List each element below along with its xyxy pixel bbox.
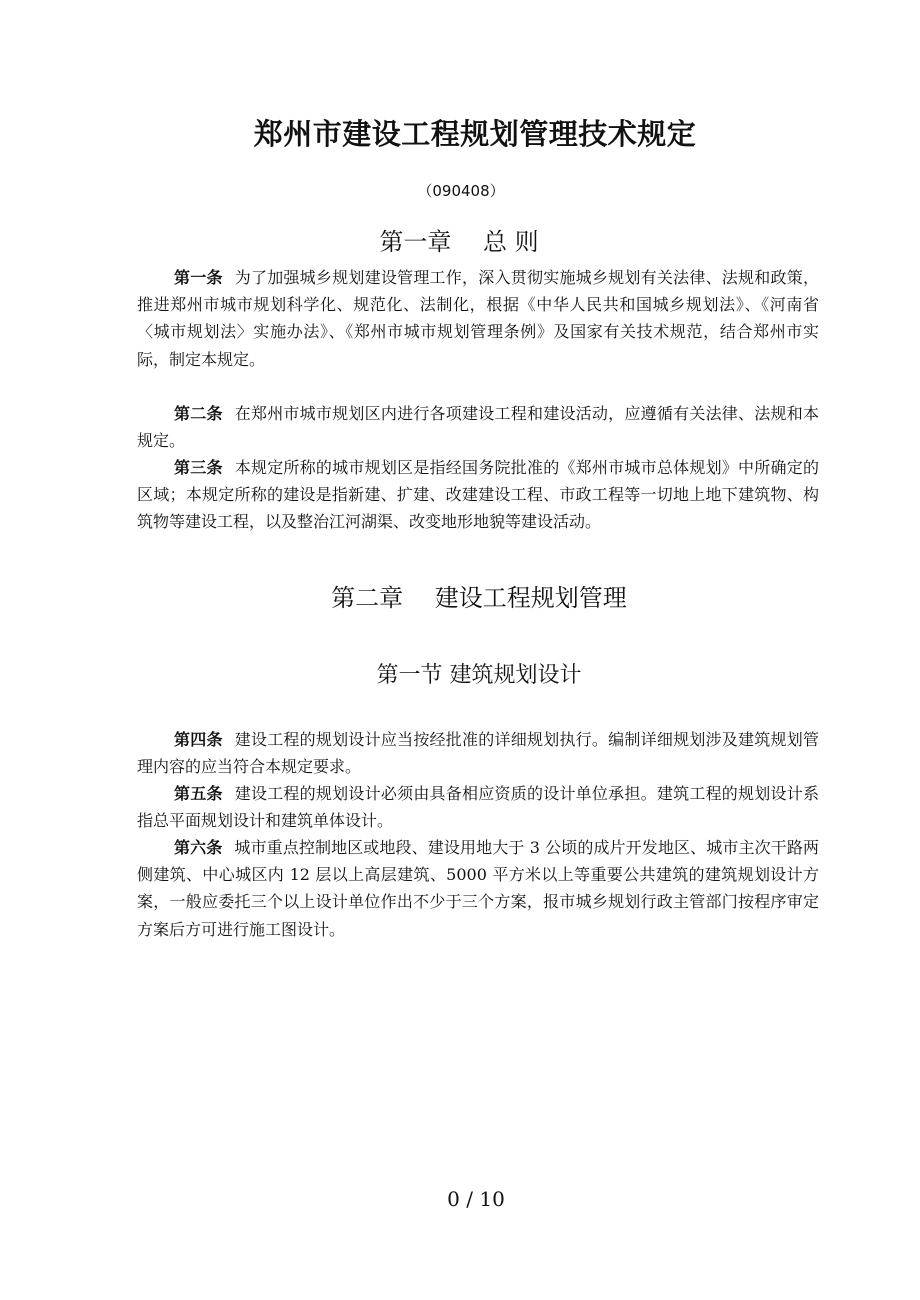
article-label: 第三条 <box>174 458 223 477</box>
article-1 <box>137 264 819 373</box>
article-3 <box>137 454 819 536</box>
article-label: 第四条 <box>174 730 223 749</box>
article-label: 第六条 <box>174 838 223 857</box>
document-title: 郑州市建设工程规划管理技术规定 <box>253 117 697 151</box>
article-text: 城市重点控制地区或地段、建设用地大于 3 公顷的成片开发地区、城市主次干路两侧建筑、中心城区内 12 层以上高层建筑、5000 平方米以上等重要公共建筑的建筑规划设计方案，一般应委托三个以上设计单位作出不少于三个方案，报市城乡规划行政主管部门按程序审定方案后方可进行施工图设计。 <box>137 838 819 939</box>
article-label: 第一条 <box>174 268 223 287</box>
document-code: （090408） <box>417 182 505 200</box>
article-6 <box>137 834 819 943</box>
chapter-heading-2: 第二章 建设工程规划管理 <box>331 584 627 612</box>
section-heading-1: 第一节 建筑规划设计 <box>376 663 582 688</box>
article-text: 为了加强城乡规划建设管理工作，深入贯彻实施城乡规划有关法律、法规和政策，推进郑州市城市规划科学化、规范化、法制化，根据《中华人民共和国城乡规划法》、《河南省〈城市规划法〉实施办法》、《郑州市城市规划管理条例》及国家有关技术规范，结合郑州市实际，制定本规定。 <box>137 268 819 369</box>
article-5 <box>137 780 819 834</box>
article-4 <box>137 726 819 780</box>
article-label: 第五条 <box>174 784 223 803</box>
article-label: 第二条 <box>174 404 223 423</box>
article-text: 建设工程的规划设计应当按经批准的详细规划执行。编制详细规划涉及建筑规划管理内容的应当符合本规定要求。 <box>137 730 819 777</box>
chapter-heading-1: 第一章 总 则 <box>379 228 539 256</box>
article-2 <box>137 400 819 454</box>
page-number: 0 / 10 <box>447 1187 505 1211</box>
article-text: 建设工程的规划设计必须由具备相应资质的设计单位承担。建筑工程的规划设计系指总平面规划设计和建筑单体设计。 <box>137 784 819 831</box>
article-text: 在郑州市城市规划区内进行各项建设工程和建设活动，应遵循有关法律、法规和本规定。 <box>137 404 819 451</box>
article-text: 本规定所称的城市规划区是指经国务院批准的《郑州市城市总体规划》中所确定的区域；本规定所称的建设是指新建、扩建、改建建设工程、市政工程等一切地上地下建筑物、构筑物等建设工程，以及整治江河湖渠、改变地形地貌等建设活动。 <box>137 458 819 532</box>
